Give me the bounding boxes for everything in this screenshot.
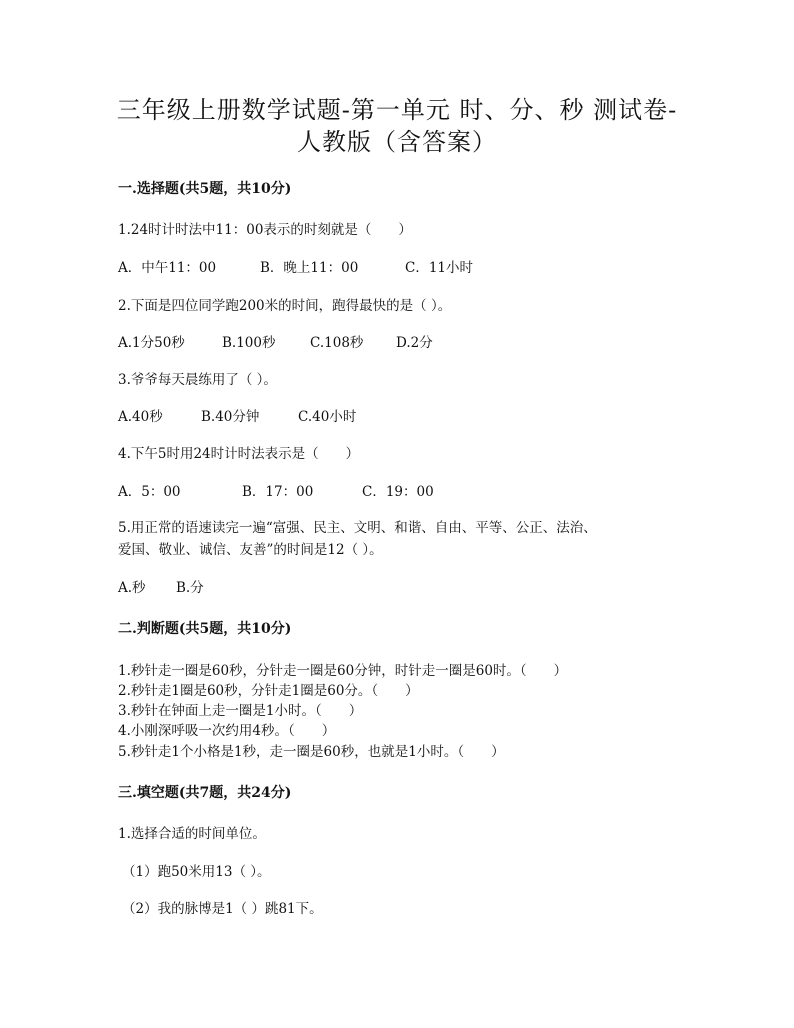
question-3-text: 3.爷爷每天晨练用了（ ）。 [118,372,277,388]
option-a: A.秒 [118,580,146,596]
judgement-item-3: 3.秒针在钟面上走一圈是1小时。（ ） [118,703,363,719]
option-b: B.分 [176,580,204,596]
question-2-options [118,333,433,353]
option-b: B.40分钟 [201,409,260,425]
option-a: A.40秒 [118,409,163,425]
fill-question-1-sub-1: （1）跑50米用13（ ）。 [122,864,271,880]
judgement-item-1: 1.秒针走一圈是60秒，分针走一圈是60分钟，时针走一圈是60时。（ ） [118,663,568,679]
judgement-item-5: 5.秒针走1个小格是1秒，走一圈是60秒，也就是1小时。（ ） [118,744,505,760]
option-c: C.108秒 [310,335,364,351]
option-c: C．19：00 [362,484,434,500]
option-c: C.40小时 [298,409,357,425]
question-4-options [118,482,434,502]
section-heading-choice: 一.选择题(共5题，共10分) [118,181,292,197]
section-heading-judgement: 二.判断题(共5题，共10分) [118,621,292,637]
fill-question-1-text: 1.选择合适的时间单位。 [118,826,266,842]
question-4-text: 4.下午5时用24时计时法表示是（ ） [118,446,360,462]
question-2-text: 2.下面是四位同学跑200米的时间，跑得最快的是（ ）。 [118,298,452,314]
question-5-options [118,578,204,598]
question-3-options [118,407,356,427]
option-b: B．17：00 [242,484,314,500]
question-5-text-line-2: 爱国、敬业、诚信、友善”的时间是12（ ）。 [118,542,383,558]
option-a: A．5：00 [118,484,181,500]
option-b: B．晚上11：00 [260,260,359,276]
option-c: C．11小时 [405,260,474,276]
section-heading-fill-in: 三.填空题(共7题，共24分) [118,785,292,801]
document-title-line-2: 人教版（含答案） [297,128,497,156]
judgement-item-2: 2.秒针走1圈是60秒，分针走1圈是60分。（ ） [118,683,419,699]
question-1-options [118,258,473,278]
option-a: A.1分50秒 [118,335,185,351]
option-d: D.2分 [396,335,433,351]
option-b: B.100秒 [222,335,276,351]
judgement-item-4: 4.小刚深呼吸一次约用4秒。（ ） [118,723,336,739]
fill-question-1-sub-2: （2）我的脉博是1（ ）跳81下。 [122,901,323,917]
option-a: A．中午11：00 [118,260,217,276]
question-5-text-line-1: 5.用正常的语速读完一遍“富强、民主、文明、和谐、自由、平等、公正、法治、 [118,520,597,536]
document-title-line-1: 三年级上册数学试题-第一单元 时、分、秒 测试卷- [116,96,678,124]
question-1-text: 1.24时计时法中11：00表示的时刻就是（ ） [118,222,412,238]
